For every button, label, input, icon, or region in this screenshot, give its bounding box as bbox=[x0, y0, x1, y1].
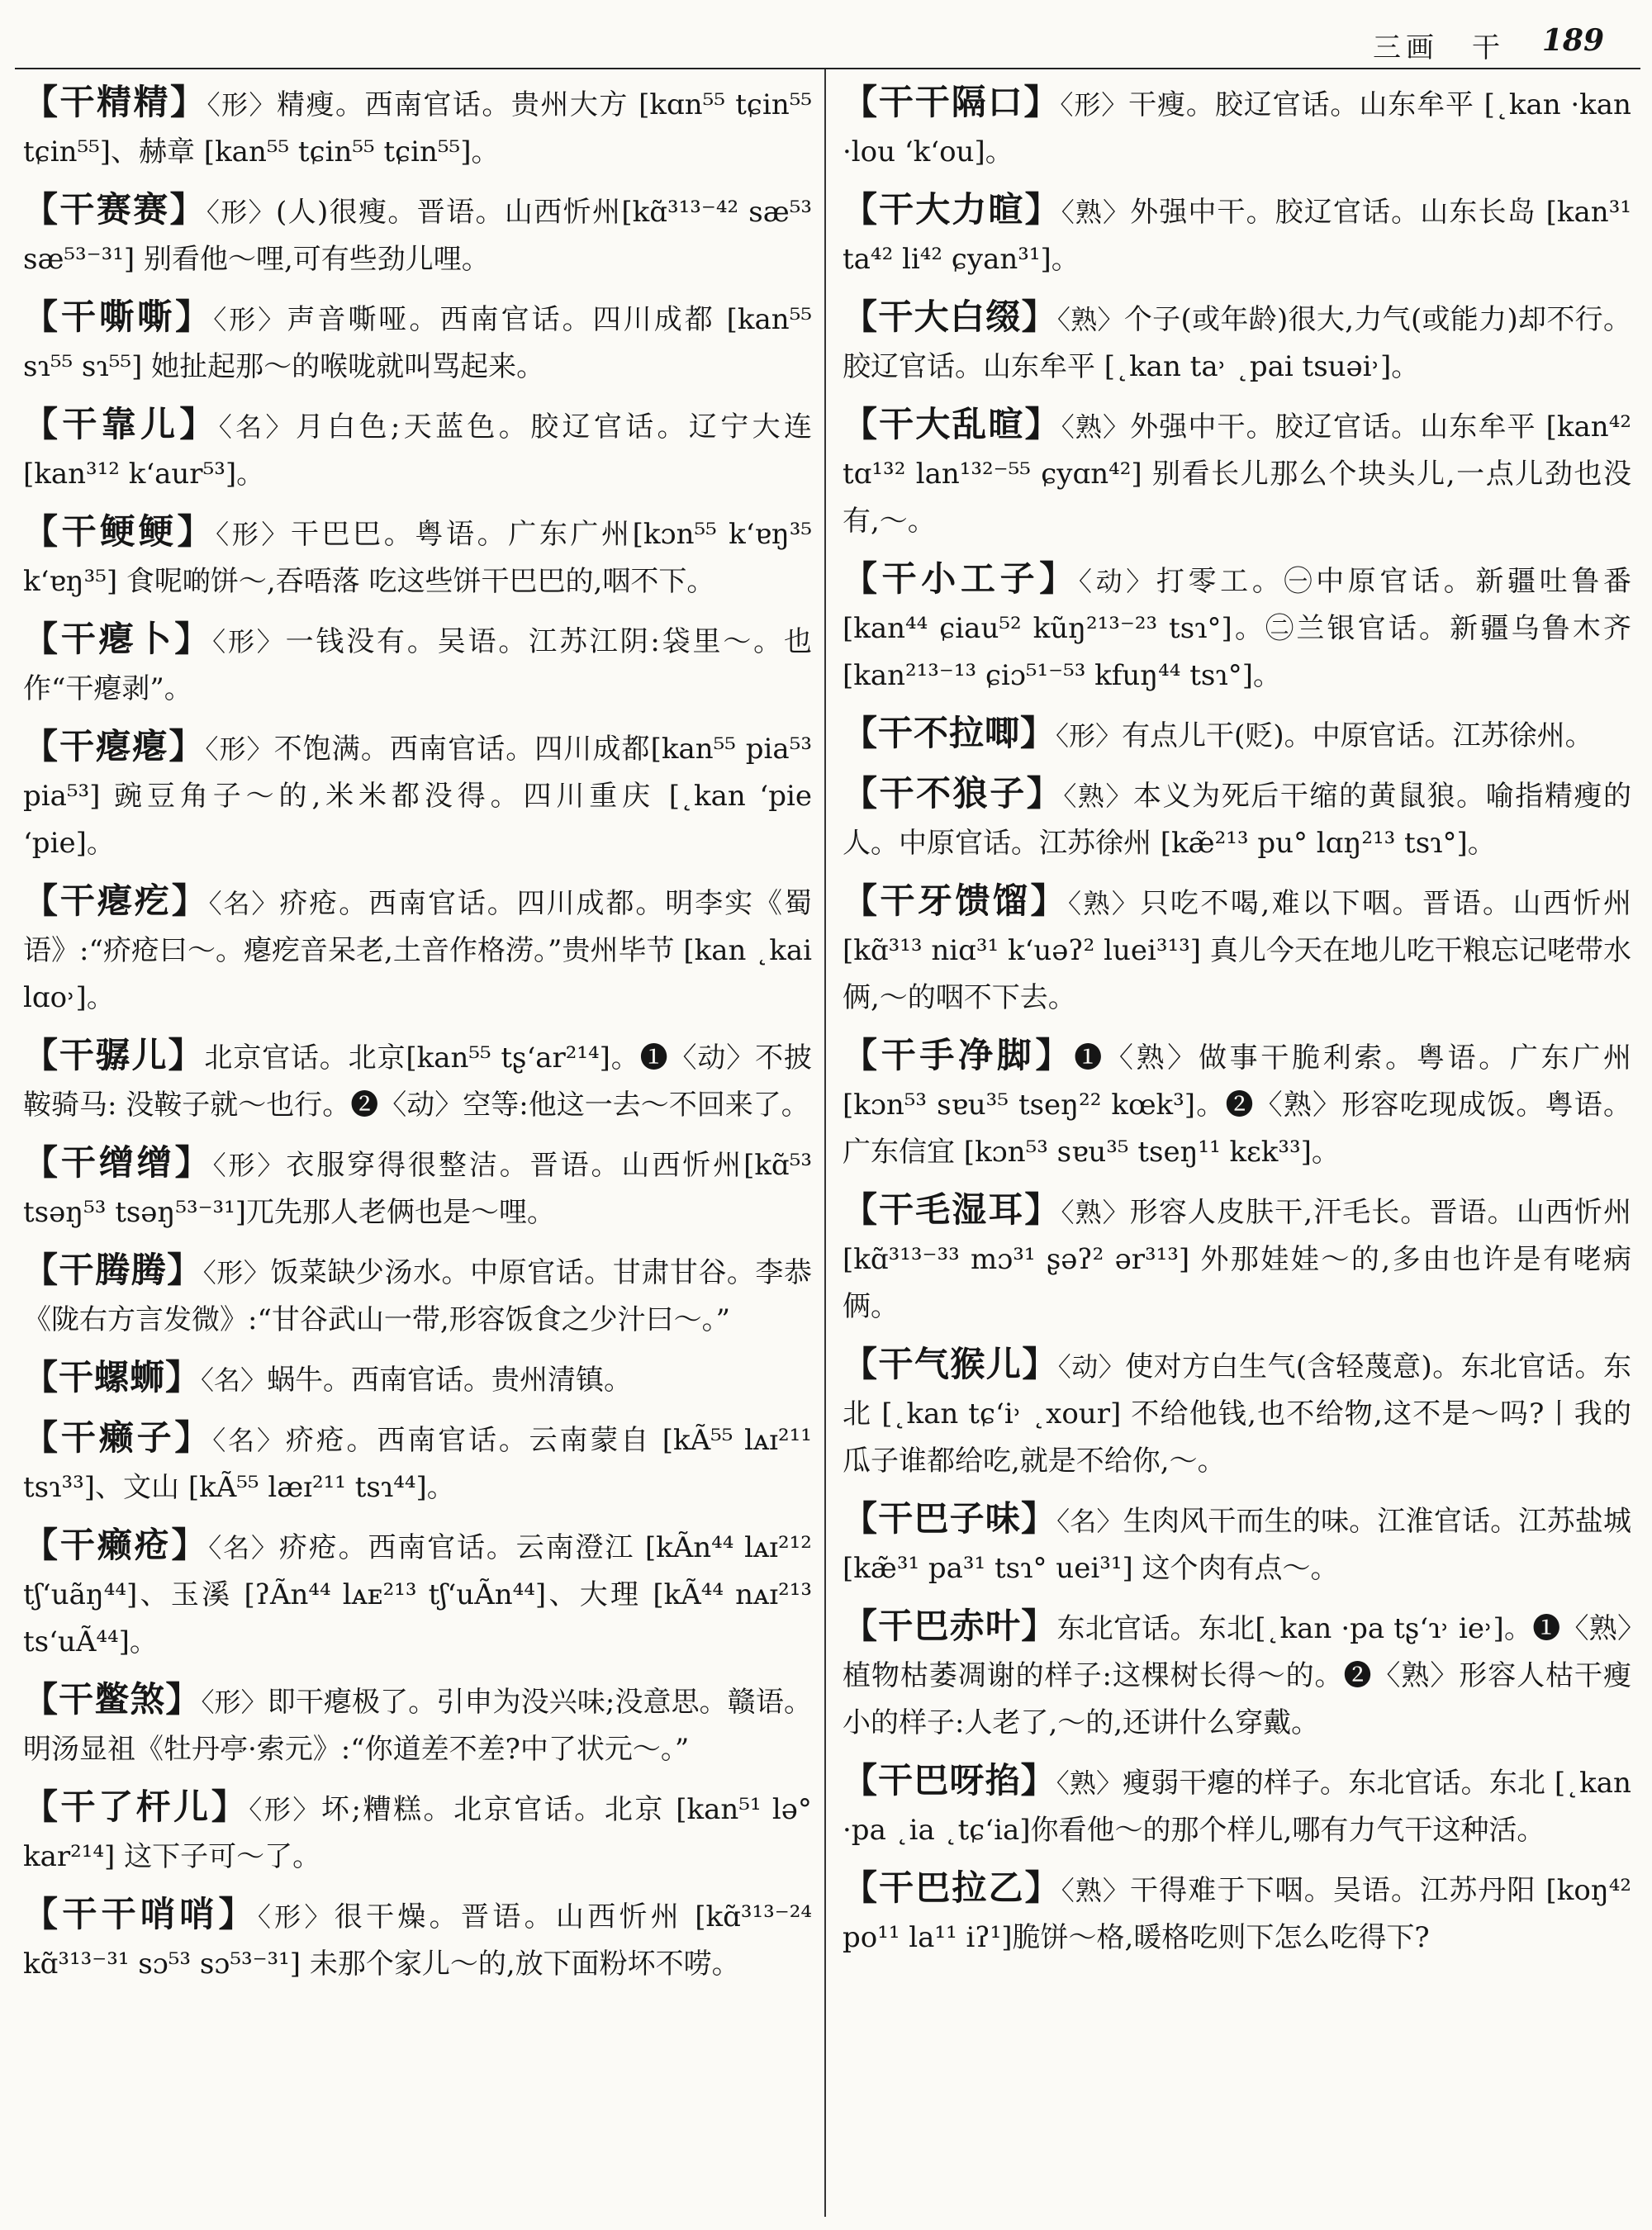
part-of-speech: 〈形〉 bbox=[212, 626, 286, 657]
headword: 【干腾腾】 bbox=[23, 1250, 203, 1290]
headword-text: 干毛湿耳 bbox=[879, 1189, 1025, 1230]
part-of-speech: 〈形〉 bbox=[249, 1794, 321, 1825]
part-of-speech: 〈形〉 bbox=[202, 1257, 271, 1288]
headword: 【干大力暄】 bbox=[843, 189, 1061, 230]
headword-text: 干大力暄 bbox=[879, 189, 1025, 230]
section-title: 三画 干 bbox=[1373, 31, 1505, 64]
headword-text: 干缯缯 bbox=[60, 1142, 175, 1183]
entry-body: 精瘦。西南官话。贵州大方 [kɑn⁵⁵ tɕin⁵⁵ tɕin⁵⁵]、赫章 [kan⁵⁵ tɕin⁵⁵ tɕin⁵⁵]。 bbox=[23, 88, 812, 168]
headword: 【干干哨哨】 bbox=[23, 1894, 258, 1934]
dictionary-entry bbox=[843, 1495, 1631, 1592]
entry-body: 声音嘶哑。西南官话。四川成都 [kan⁵⁵ sɿ⁵⁵ sɿ⁵⁵] 她扯起那～的喉咙就叫骂起来。 bbox=[23, 303, 812, 383]
entry-body: 坏;糟糕。北京官话。北京 [kan⁵¹ lə° kar²¹⁴] 这下子可～了。 bbox=[23, 1793, 812, 1873]
headword: 【干大乱暄】 bbox=[843, 404, 1061, 444]
dictionary-entry bbox=[843, 1186, 1631, 1331]
part-of-speech: 〈熟〉 bbox=[1056, 304, 1124, 335]
part-of-speech: 〈熟〉 bbox=[1061, 411, 1131, 443]
dictionary-entry bbox=[843, 1340, 1631, 1485]
entry-body: 蜗牛。西南官话。贵州清镇。 bbox=[267, 1364, 633, 1397]
entry-body: 干得难于下咽。吴语。江苏丹阳 [koŋ⁴² po¹¹ la¹¹ iʔ¹]脆饼～格,暖格吃则下怎么吃得下? bbox=[843, 1874, 1631, 1954]
headword: 【干骣儿】 bbox=[23, 1035, 205, 1075]
part-of-speech: 〈形〉 bbox=[1060, 89, 1129, 121]
entry-body: 生肉风干而生的味。江淮官话。江苏盐城 [kæ̃³¹ pa³¹ tsɿ° uei³¹] 这个肉有点～。 bbox=[843, 1505, 1631, 1585]
headword: 【干癞疮】 bbox=[23, 1525, 209, 1565]
dictionary-entry bbox=[23, 877, 812, 1022]
part-of-speech: 〈熟〉 bbox=[1067, 888, 1141, 919]
headword: 【干巴拉乙】 bbox=[843, 1867, 1061, 1908]
part-of-speech: 〈形〉 bbox=[213, 304, 287, 335]
headword-text: 干腾腾 bbox=[59, 1250, 168, 1290]
dictionary-entry bbox=[23, 186, 812, 283]
part-of-speech: 〈形〉 bbox=[1056, 720, 1123, 752]
entry-body: 瘦弱干瘪的样子。东北官话。东北 [˛kan ·pa ˛ia ˛tɕ‘ia]你看他～的那个样儿,哪有力气干这种活。 bbox=[843, 1767, 1631, 1847]
headword-text: 干赛赛 bbox=[59, 189, 170, 230]
entry-body: 衣服穿得很整洁。晋语。山西忻州[kɑ̃⁵³ tsəŋ⁵³ tsəŋ⁵³⁻³¹]兀先那人老俩也是～哩。 bbox=[23, 1149, 812, 1229]
headword: 【干巴子味】 bbox=[843, 1498, 1057, 1539]
headword: 【干赛赛】 bbox=[23, 189, 206, 230]
part-of-speech: 〈名〉 bbox=[1056, 1506, 1123, 1537]
headword: 【干不拉唧】 bbox=[843, 713, 1056, 753]
part-of-speech: 〈名〉 bbox=[201, 1364, 268, 1396]
dictionary-entry bbox=[843, 1757, 1631, 1854]
headword-text: 干大白缀 bbox=[878, 297, 1022, 337]
entry-body: 东北官话。东北[˛kan ·pa tʂ‘ɿ˒ ie˒]。❶〈熟〉植物枯萎凋谢的样子:这棵树长得～的。❷〈熟〉形容人枯干瘦小的样子:人老了,～的,还讲什么穿戴。 bbox=[843, 1612, 1631, 1739]
headword: 【干鳖煞】 bbox=[23, 1679, 202, 1720]
headword: 【干靠儿】 bbox=[23, 404, 219, 444]
headword: 【干小工子】 bbox=[843, 558, 1079, 599]
entry-body: 形容人皮肤干,汗毛长。晋语。山西忻州 [kɑ̃³¹³⁻³³ mɔ³¹ ʂəʔ² ər³¹³] 外那娃娃～的,多由也许是有咾病俩。 bbox=[843, 1196, 1631, 1323]
headword-text: 干瘪疙 bbox=[59, 880, 172, 921]
entry-body: 打零工。㊀中原官话。新疆吐鲁番 [kan⁴⁴ ɕiau⁵² kũŋ²¹³⁻²³ tsɿ°]。㊁兰银官话。新疆乌鲁木齐 [kan²¹³⁻¹³ ɕiɔ⁵¹⁻⁵³ kfuŋ⁴⁴ tsɿ°]。 bbox=[843, 565, 1631, 692]
dictionary-entry bbox=[23, 1783, 812, 1881]
dictionary-entry bbox=[843, 186, 1631, 283]
headword-text: 干了杆儿 bbox=[60, 1786, 211, 1827]
column-divider bbox=[824, 69, 826, 2217]
entry-body: 干瘦。胶辽官话。山东牟平 [˛kan ·kan ·lou ‘k‘ou]。 bbox=[843, 88, 1631, 168]
entry-body: 使对方白生气(含轻蔑意)。东北官话。东北 [˛kan tɕ‘i˒ ˛xour] 不给他钱,也不给物,这不是～吗?丨我的瓜子谁都给吃,就是不给你,～。 bbox=[843, 1350, 1631, 1478]
dictionary-entry bbox=[23, 1246, 812, 1344]
entry-body: ❶〈熟〉做事干脆利索。粤语。广东广州 [kɔn⁵³ sɐu³⁵ tseŋ²² kœk³]。❷〈熟〉形容吃现成饭。粤语。广东信宜 [kɔn⁵³ sɐu³⁵ tseŋ¹¹ kɛk³³]。 bbox=[843, 1041, 1631, 1169]
headword-text: 干大乱暄 bbox=[879, 404, 1025, 444]
dictionary-entry bbox=[23, 401, 812, 498]
headword: 【干手净脚】 bbox=[843, 1035, 1075, 1075]
entry-body: (人)很瘦。晋语。山西忻州[kɑ̃³¹³⁻⁴² sæ⁵³ sæ⁵³⁻³¹] 别看他～哩,可有些劲儿哩。 bbox=[23, 196, 812, 276]
headword-text: 干气猴儿 bbox=[878, 1344, 1023, 1384]
dictionary-entry bbox=[23, 723, 812, 867]
dictionary-entry bbox=[23, 1032, 812, 1129]
headword: 【干螺蛳】 bbox=[23, 1357, 202, 1397]
part-of-speech: 〈名〉 bbox=[208, 1532, 279, 1563]
part-of-speech: 〈形〉 bbox=[257, 1901, 335, 1933]
page-header bbox=[0, 18, 1652, 68]
headword-text: 干鳖煞 bbox=[59, 1679, 166, 1720]
dictionary-entry bbox=[843, 293, 1631, 391]
headword: 【干鲠鲠】 bbox=[23, 511, 216, 552]
dictionary-entry bbox=[843, 1032, 1631, 1176]
part-of-speech: 〈形〉 bbox=[205, 733, 274, 765]
headword: 【干巴赤叶】 bbox=[843, 1606, 1057, 1646]
right-column bbox=[843, 78, 1631, 2218]
entry-body: 疥疮。西南官话。云南澄江 [kÃn⁴⁴ lᴀɪ²¹² tʃ‘uãŋ⁴⁴]、玉溪 [ʔÃn⁴⁴ lᴀᴇ²¹³ tʃ‘uÃn⁴⁴]、大理 [kÃ⁴⁴ nᴀɪ²¹³ ts‘uÃ⁴⁴]。 bbox=[23, 1531, 812, 1658]
headword-text: 干嘶嘶 bbox=[61, 297, 176, 337]
entry-body: 一钱没有。吴语。江苏江阴:袋里～。也作“干瘪剥”。 bbox=[23, 625, 812, 705]
dictionary-entry bbox=[843, 709, 1631, 760]
entry-body: 有点儿干(贬)。中原官话。江苏徐州。 bbox=[1122, 719, 1593, 752]
entry-body: 即干瘪极了。引申为没兴味;没意思。赣语。明汤显祖《牡丹亭·索元》:“你道差不差?中了状元～。” bbox=[23, 1686, 812, 1766]
headword-text: 干干哨哨 bbox=[62, 1894, 219, 1934]
part-of-speech: 〈形〉 bbox=[206, 197, 276, 228]
dictionary-entry bbox=[23, 1354, 812, 1404]
part-of-speech: 〈动〉 bbox=[1057, 1351, 1126, 1383]
part-of-speech: 〈熟〉 bbox=[1061, 197, 1131, 228]
dictionary-entry bbox=[23, 615, 812, 713]
part-of-speech: 〈形〉 bbox=[212, 1150, 287, 1181]
headword: 【干不狼子】 bbox=[843, 773, 1064, 814]
entry-body: 疥疮。西南官话。云南蒙自 [kÃ⁵⁵ lᴀɪ²¹¹ tsɿ³³]、文山 [kÃ⁵⁵ læɪ²¹¹ tsɿ⁴⁴]。 bbox=[23, 1424, 812, 1504]
headword: 【干嘶嘶】 bbox=[23, 297, 214, 337]
headword: 【干了杆儿】 bbox=[23, 1786, 249, 1827]
part-of-speech: 〈名〉 bbox=[218, 411, 296, 443]
entry-body: 月白色;天蓝色。胶辽官话。辽宁大连 [kan³¹² k‘aur⁵³]。 bbox=[23, 410, 812, 491]
part-of-speech: 〈形〉 bbox=[216, 519, 291, 550]
entry-body: 个子(或年龄)很大,力气(或能力)却不行。胶辽官话。山东牟平 [˛kan ta˒ ˛pai tsuəi˒]。 bbox=[843, 303, 1631, 383]
headword-text: 干瘪卜 bbox=[60, 619, 175, 659]
headword-text: 干不狼子 bbox=[879, 773, 1027, 814]
entry-body: 很干燥。晋语。山西忻州 [kɑ̃³¹³⁻²⁴ kɑ̃³¹³⁻³¹ sɔ⁵³ sɔ⁵³⁻³¹] 未那个家儿～的,放下面粉坏不唠。 bbox=[23, 1900, 812, 1981]
dictionary-entry bbox=[843, 770, 1631, 867]
entry-body: 干巴巴。粤语。广东广州[kɔn⁵⁵ k‘ɐŋ³⁵ k‘ɐŋ³⁵] 食呢啲饼～,吞唔落 吃这些饼干巴巴的,咽不下。 bbox=[23, 518, 812, 598]
dictionary-entry bbox=[23, 1414, 812, 1511]
entry-body: 疥疮。西南官话。四川成都。明李实《蜀语》:“疥疮曰～。瘪疙音呆老,土音作格涝。”贵州毕节 [kan ˛kai lɑo˒]。 bbox=[23, 887, 812, 1014]
headword-text: 干骣儿 bbox=[59, 1035, 169, 1075]
headword: 【干精精】 bbox=[23, 82, 207, 122]
part-of-speech: 〈名〉 bbox=[212, 1425, 286, 1456]
part-of-speech: 〈熟〉 bbox=[1061, 1197, 1130, 1228]
headword-text: 干不拉唧 bbox=[878, 713, 1021, 753]
left-column bbox=[23, 78, 812, 2218]
headword-text: 干巴拉乙 bbox=[879, 1867, 1025, 1908]
headword-text: 干靠儿 bbox=[62, 404, 180, 444]
headword: 【干干隔口】 bbox=[843, 82, 1061, 122]
entry-body: 不饱满。西南官话。四川成都[kan⁵⁵ pia⁵³ pia⁵³] 豌豆角子～的,米米都没得。四川重庆 [˛kan ‘pie ‘pie]。 bbox=[23, 733, 812, 860]
dictionary-entry bbox=[843, 555, 1631, 700]
headword-text: 干巴赤叶 bbox=[878, 1606, 1022, 1646]
part-of-speech: 〈熟〉 bbox=[1056, 1767, 1123, 1799]
part-of-speech: 〈形〉 bbox=[206, 89, 277, 121]
entry-body: 只吃不喝,难以下咽。晋语。山西忻州 [kɑ̃³¹³ niɑ³¹ k‘uəʔ² luei³¹³] 真儿今天在地儿吃干粮忘记咾带水俩,～的咽不下去。 bbox=[843, 887, 1631, 1014]
headword-text: 干小工子 bbox=[881, 558, 1040, 599]
headword-text: 干精精 bbox=[59, 82, 170, 122]
headword: 【干气猴儿】 bbox=[843, 1344, 1058, 1384]
dictionary-entry bbox=[23, 78, 812, 176]
entry-body: 外强中干。胶辽官话。山东牟平 [kan⁴² tɑ¹³² lan¹³²⁻⁵⁵ ɕyɑn⁴²] 别看长儿那么个块头儿,一点儿劲也没有,～。 bbox=[843, 410, 1631, 538]
headword-text: 干牙馈馏 bbox=[880, 880, 1031, 921]
headword: 【干瘪瘪】 bbox=[23, 726, 206, 766]
headword: 【干瘪卜】 bbox=[23, 619, 213, 659]
entry-body: 北京官话。北京[kan⁵⁵ tʂ‘ar²¹⁴]。❶〈动〉不披鞍骑马: 没鞍子就～也行。❷〈动〉空等:他这一去～不回来了。 bbox=[23, 1041, 812, 1122]
headword: 【干牙馈馏】 bbox=[843, 880, 1068, 921]
part-of-speech: 〈熟〉 bbox=[1061, 1875, 1131, 1906]
dictionary-entry bbox=[843, 78, 1631, 176]
part-of-speech: 〈熟〉 bbox=[1063, 780, 1134, 812]
headword: 【干瘪疙】 bbox=[23, 880, 209, 921]
part-of-speech: 〈形〉 bbox=[201, 1687, 268, 1718]
dictionary-entry bbox=[23, 293, 812, 391]
headword-text: 干手净脚 bbox=[881, 1035, 1036, 1075]
dictionary-entry bbox=[23, 1139, 812, 1236]
headword-text: 干癞子 bbox=[60, 1417, 175, 1458]
headword: 【干毛湿耳】 bbox=[843, 1189, 1061, 1230]
headword-text: 干巴呀掐 bbox=[878, 1760, 1021, 1801]
dictionary-entry bbox=[843, 1602, 1631, 1747]
headword-text: 干巴子味 bbox=[878, 1498, 1021, 1539]
dictionary-entry bbox=[23, 508, 812, 605]
entry-body: 本义为死后干缩的黄鼠狼。喻指精瘦的人。中原官话。江苏徐州 [kæ̃²¹³ pu° lɑŋ²¹³ tsɿ°]。 bbox=[843, 780, 1631, 860]
dictionary-entry bbox=[23, 1676, 812, 1773]
headword-text: 干鲠鲠 bbox=[61, 511, 178, 552]
entry-body: 饭菜缺少汤水。中原官话。甘肃甘谷。李恭《陇右方言发微》:“甘谷武山一带,形容饭食之少汁曰～。” bbox=[23, 1256, 812, 1336]
dictionary-entry bbox=[23, 1891, 812, 1988]
entry-body: 外强中干。胶辽官话。山东长岛 [kan³¹ ta⁴² li⁴² ɕyan³¹]。 bbox=[843, 196, 1631, 276]
dictionary-entry bbox=[843, 401, 1631, 545]
headword-text: 干癞疮 bbox=[59, 1525, 172, 1565]
headword: 【干大白缀】 bbox=[843, 297, 1057, 337]
headword: 【干巴呀掐】 bbox=[843, 1760, 1056, 1801]
headword-text: 干瘪瘪 bbox=[59, 726, 169, 766]
headword: 【干癞子】 bbox=[23, 1417, 213, 1458]
headword: 【干缯缯】 bbox=[23, 1142, 213, 1183]
page-number: 189 bbox=[1541, 23, 1604, 58]
headword-text: 干干隔口 bbox=[878, 82, 1024, 122]
dictionary-entry bbox=[843, 877, 1631, 1022]
dictionary-entry bbox=[23, 1521, 812, 1666]
dictionary-entry bbox=[843, 1864, 1631, 1962]
header-rule bbox=[15, 68, 1640, 69]
part-of-speech: 〈动〉 bbox=[1078, 566, 1156, 597]
part-of-speech: 〈名〉 bbox=[208, 888, 280, 919]
headword-text: 干螺蛳 bbox=[59, 1357, 166, 1397]
